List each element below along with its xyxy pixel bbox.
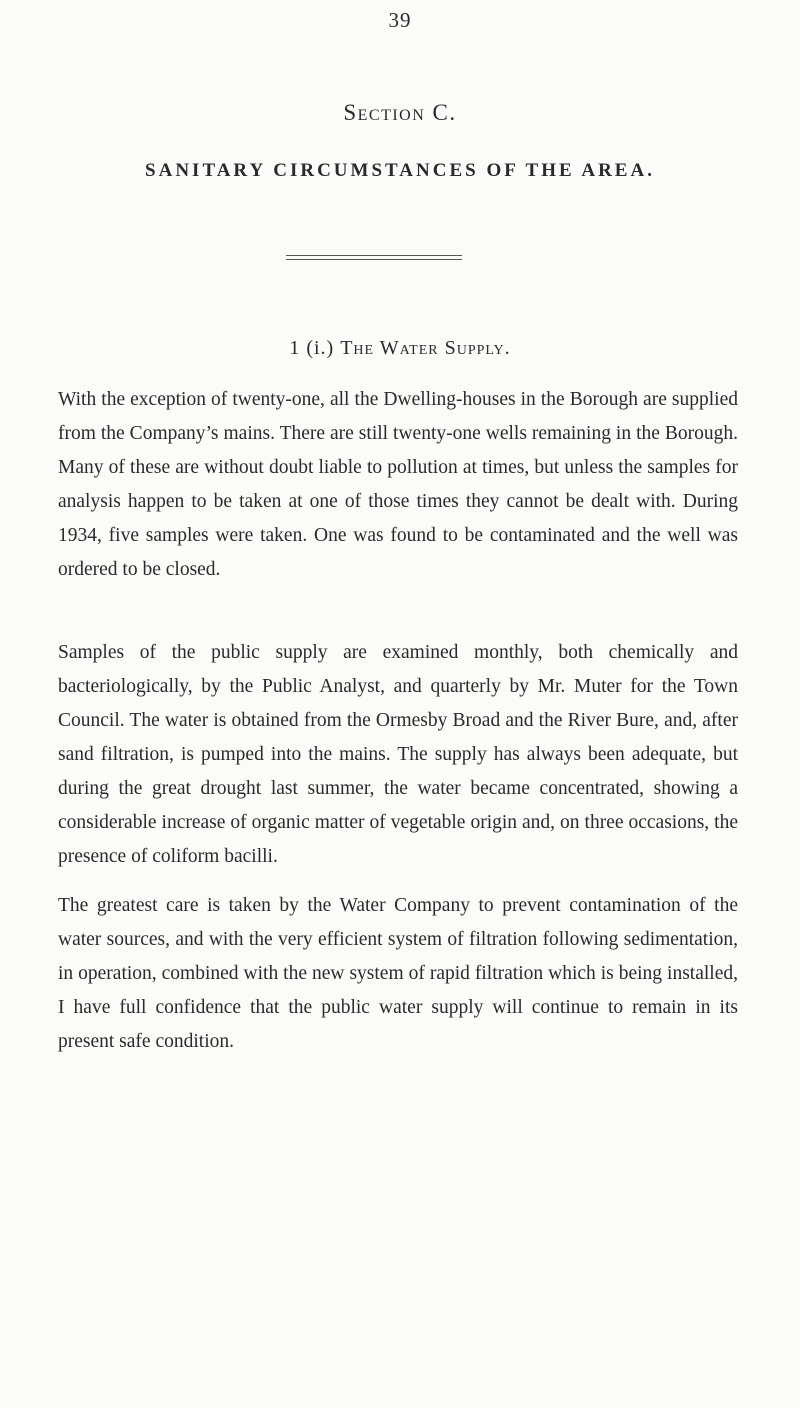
divider-rule-top xyxy=(286,255,462,256)
paragraph-wells: With the exception of twenty-one, all the Dwelling-houses in the Borough are supplied from the Company’s mains. There are still twenty-one wells remaining in the Borough. Many of these are without doubt liable to pollution at times, but unless the samples for analysis happen to be taken at one of those times they cannot be dealt with. During 1934, five samples were taken. One was found to be contaminated and the well was ordered to be closed. xyxy=(58,389,738,580)
section-title: SANITARY CIRCUMSTANCES OF THE AREA. xyxy=(145,160,655,181)
divider-rule-bottom xyxy=(286,259,462,260)
subheading xyxy=(0,337,800,360)
section-label: Section C. xyxy=(343,100,457,125)
page-number: 39 xyxy=(388,8,412,32)
paragraph-water-company: The greatest care is taken by the Water Company to prevent contamination of the water sources, and with the very efficient system of filtration following sedimentation, in operation, combined with the new system of rapid filtration which is being installed, I have full confidence that the public water supply will continue to remain in its present safe condition. xyxy=(58,895,738,1052)
subheading-number: 1 (i.) xyxy=(289,337,335,359)
paragraph-public-supply: Samples of the public supply are examined monthly, both chemically and bacteriologically, by the Public Analyst, and quarterly by Mr. Muter for the Town Council. The water is obtained from the Ormesby Broad and the River Bure, and, after sand filtration, is pumped into the mains. The supply has always been adequate, but during the great drought last summer, the water became concentrated, showing a considerable increase of organic matter of vegetable origin and, on three occasions, the presence of coliform bacilli. xyxy=(58,642,738,867)
subheading-text: The Water Supply. xyxy=(340,337,511,359)
